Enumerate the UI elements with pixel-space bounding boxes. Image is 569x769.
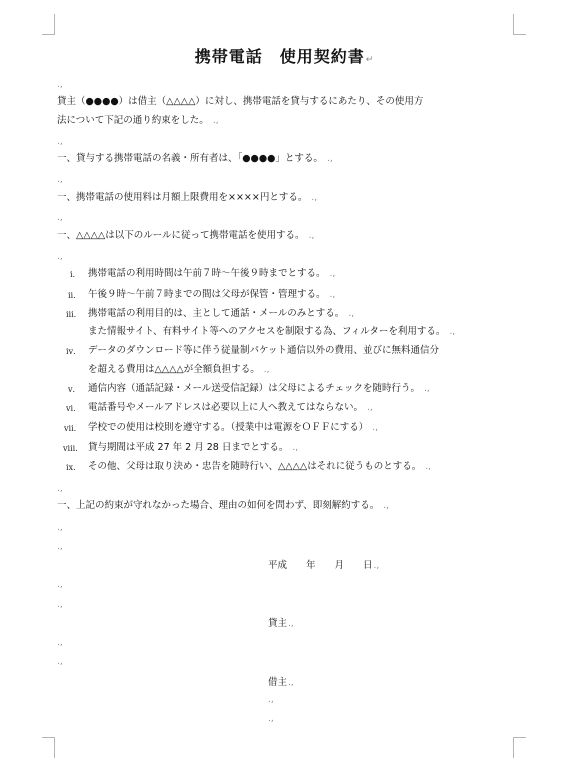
clause-termination <box>57 500 389 512</box>
rule-text: その他、父母は取り決め・忠告を随時行い、△△△△はそれに従うものとする。 <box>88 461 422 472</box>
paragraph-mark: ., <box>288 619 294 629</box>
rule-text: 携帯電話の利用時間は午前７時～午後９時までとする。 <box>88 268 326 279</box>
clause-fee-text: 一、携帯電話の使用料は月額上限費用を××××円とする。 <box>57 192 308 203</box>
crop-mark-top-right <box>513 14 526 35</box>
rule-number: ⅲ. <box>66 310 77 319</box>
rule-item <box>88 461 431 473</box>
rule-item-continued <box>88 326 455 338</box>
crop-mark-bottom-right <box>513 737 526 758</box>
date-line <box>268 557 379 571</box>
rule-item: データのダウンロード等に伴う従量制パケット通信以外の費用、並びに無料通信分 <box>88 345 440 356</box>
empty-paragraph: ., <box>57 638 63 648</box>
empty-paragraph: ., <box>57 542 63 552</box>
rule-number: ⅵ. <box>66 404 76 413</box>
crop-mark-top-left <box>42 14 55 35</box>
title-text: 携帯電話 使用契約書 <box>194 47 365 66</box>
borrower-label: 借主 <box>268 677 288 688</box>
paragraph-mark: ., <box>329 290 336 300</box>
rule-item <box>88 308 354 320</box>
borrower-signature-line <box>268 674 294 688</box>
paragraph-mark: ., <box>263 365 270 375</box>
empty-paragraph: ., <box>57 252 63 262</box>
rule-number: ⅱ. <box>68 291 76 300</box>
rule-text: また情報サイト、有料サイト等へのアクセスを制限する為、フィルターを利用する。 <box>88 326 446 337</box>
paragraph-mark: ., <box>373 561 380 571</box>
paragraph-mark: ., <box>288 678 294 688</box>
clause-termination-text: 一、上記の約束が守れなかった場合、理由の如何を問わず、即刻解約する。 <box>57 500 380 511</box>
paragraph-mark: ., <box>367 403 373 413</box>
rule-number: ⅰ. <box>70 270 76 279</box>
intro-line-2 <box>57 115 219 127</box>
rule-text: 貸与期間は平成 27 年 2 月 28 日までとする。 <box>88 442 289 453</box>
rule-item <box>88 422 378 434</box>
rule-number: ⅴ. <box>68 385 76 394</box>
paragraph-mark: ., <box>329 269 336 279</box>
rule-text: 電話番号やメールアドレスは必要以上に人へ教えてはならない。 <box>88 402 364 413</box>
empty-paragraph: ., <box>268 695 274 705</box>
rule-item <box>88 442 298 454</box>
date-text: 平成 年 月 日 <box>268 560 373 571</box>
empty-paragraph: ., <box>57 213 63 223</box>
empty-paragraph: ., <box>57 484 63 494</box>
document-title <box>0 44 569 67</box>
empty-paragraph: ., <box>57 600 63 610</box>
lender-label: 貸主 <box>268 618 288 629</box>
empty-paragraph: ., <box>57 523 63 533</box>
rule-number: ⅳ. <box>66 347 76 356</box>
empty-paragraph: ., <box>57 657 63 667</box>
paragraph-mark: ., <box>425 462 431 472</box>
paragraph-mark: ., <box>372 423 379 433</box>
rule-text: 通信内容（通話記録・メール送受信記録）は父母によるチェックを随時行う。 <box>88 383 421 394</box>
rule-text: 午後９時～午前７時までの間は父母が保管・管理する。 <box>88 289 326 300</box>
paragraph-mark: ., <box>308 231 315 241</box>
rule-number: ⅷ. <box>63 444 78 453</box>
crop-mark-bottom-left <box>42 737 55 758</box>
paragraph-mark: ., <box>326 154 333 164</box>
lender-signature-line <box>268 615 294 629</box>
rule-item <box>88 289 335 301</box>
empty-paragraph: ., <box>57 137 63 147</box>
paragraph-mark: ., <box>311 193 318 203</box>
intro-line-2-text: 法について下記の通り約束をした。 <box>57 115 209 126</box>
empty-paragraph: ., <box>268 714 274 724</box>
paragraph-mark: ., <box>212 116 219 126</box>
intro-line-1: 貸主（●●●●）は借主（△△△△）に対し、携帯電話を貸与するにあたり、その使用方 <box>57 96 424 107</box>
paragraph-mark: ., <box>424 384 430 394</box>
clause-ownership-text: 一、貸与する携帯電話の名義・所有者は、「●●●●」とする。 <box>57 153 323 164</box>
rule-text: 携帯電話の利用目的は、主として通話・メールのみとする。 <box>88 308 345 319</box>
empty-paragraph: ., <box>57 80 63 90</box>
rule-text: 学校での使用は校則を遵守する。（授業中は電源をＯＦＦにする） <box>88 422 369 433</box>
clause-rules-intro-text: 一、△△△△は以下のルールに従って携帯電話を使用する。 <box>57 230 305 241</box>
empty-paragraph: ., <box>57 580 63 590</box>
clause-fee <box>57 192 317 204</box>
rule-number: ⅸ. <box>66 463 76 472</box>
clause-ownership <box>57 153 333 165</box>
rule-number: ⅶ. <box>64 424 77 433</box>
paragraph-mark: ., <box>292 443 299 453</box>
rule-item <box>88 402 373 414</box>
rule-text: を超える費用は△△△△が全額負担する。 <box>88 364 260 375</box>
paragraph-mark: ., <box>383 501 390 511</box>
paragraph-mark: ↵ <box>365 55 375 65</box>
empty-paragraph: ., <box>57 175 63 185</box>
clause-rules-intro <box>57 230 314 242</box>
rule-item <box>88 268 335 280</box>
rule-item <box>88 383 430 395</box>
rule-item-continued <box>88 364 270 376</box>
paragraph-mark: ., <box>348 309 355 319</box>
paragraph-mark: ., <box>449 327 456 337</box>
